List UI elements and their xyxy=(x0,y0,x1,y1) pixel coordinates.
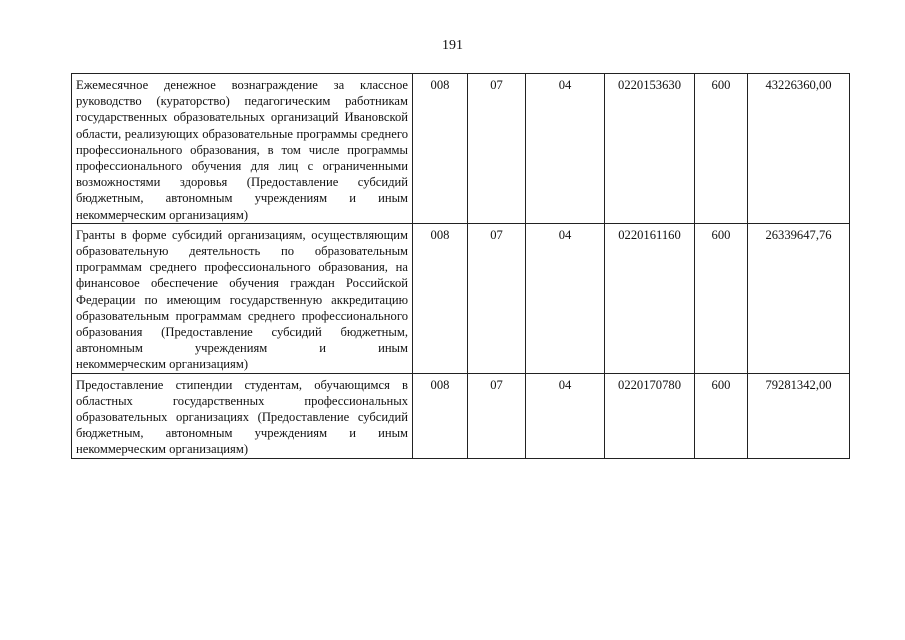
description-last-line: некоммерческим организациям) xyxy=(76,357,249,372)
description-last-line: некоммерческим организациям) xyxy=(76,442,249,457)
amount: 26339647,76 xyxy=(748,223,850,373)
expense-type-code: 600 xyxy=(695,373,748,458)
ministry-code: 008 xyxy=(413,373,468,458)
section-code: 07 xyxy=(468,74,526,224)
subsection-code: 04 xyxy=(526,373,605,458)
table-row xyxy=(72,74,850,224)
subsection-code: 04 xyxy=(526,74,605,224)
table-row xyxy=(72,223,850,373)
page-number: 191 xyxy=(442,38,463,53)
target-article-code: 0220170780 xyxy=(605,373,695,458)
ministry-code: 008 xyxy=(413,223,468,373)
section-code: 07 xyxy=(468,223,526,373)
expense-type-code: 600 xyxy=(695,74,748,224)
section-code: 07 xyxy=(468,373,526,458)
amount: 79281342,00 xyxy=(748,373,850,458)
subsection-code: 04 xyxy=(526,223,605,373)
description-text: Предоставление стипендии студентам, обучающимся в областных государственных профессиональных образовательных организациях (Предоставление субсидий бюджетным, автономным учреждениям и иным xyxy=(76,377,408,441)
row-description xyxy=(72,223,413,373)
target-article-code: 0220161160 xyxy=(605,223,695,373)
amount: 43226360,00 xyxy=(748,74,850,224)
ministry-code: 008 xyxy=(413,74,468,224)
description-text: Гранты в форме субсидий организациям, осуществляющим образовательную деятельность по образовательным программам среднего профессионального образования, на финансовое обеспечение обучения граждан Российской Федерации по имеющим государственную аккредитацию образовательным программам среднего профессионального образования (Предоставление субсидий бюджетным, автономным учреждениям и иным xyxy=(76,227,408,356)
description-last-line: некоммерческим организациям) xyxy=(76,207,249,222)
expense-type-code: 600 xyxy=(695,223,748,373)
target-article-code: 0220153630 xyxy=(605,74,695,224)
description-text: Ежемесячное денежное вознаграждение за классное руководство (кураторство) педагогическим работникам государственных образовательных организаций Ивановской области, реализующих образовательные программы среднего профессионального образования, в том числе программы профессионального обучения для лиц с ограниченными возможностями здоровья (Предоставление субсидий бюджетным, автономным учреждениям и иным xyxy=(76,78,408,206)
row-description xyxy=(72,373,413,458)
budget-table xyxy=(71,73,850,459)
table-row xyxy=(72,373,850,458)
row-description xyxy=(72,74,413,224)
